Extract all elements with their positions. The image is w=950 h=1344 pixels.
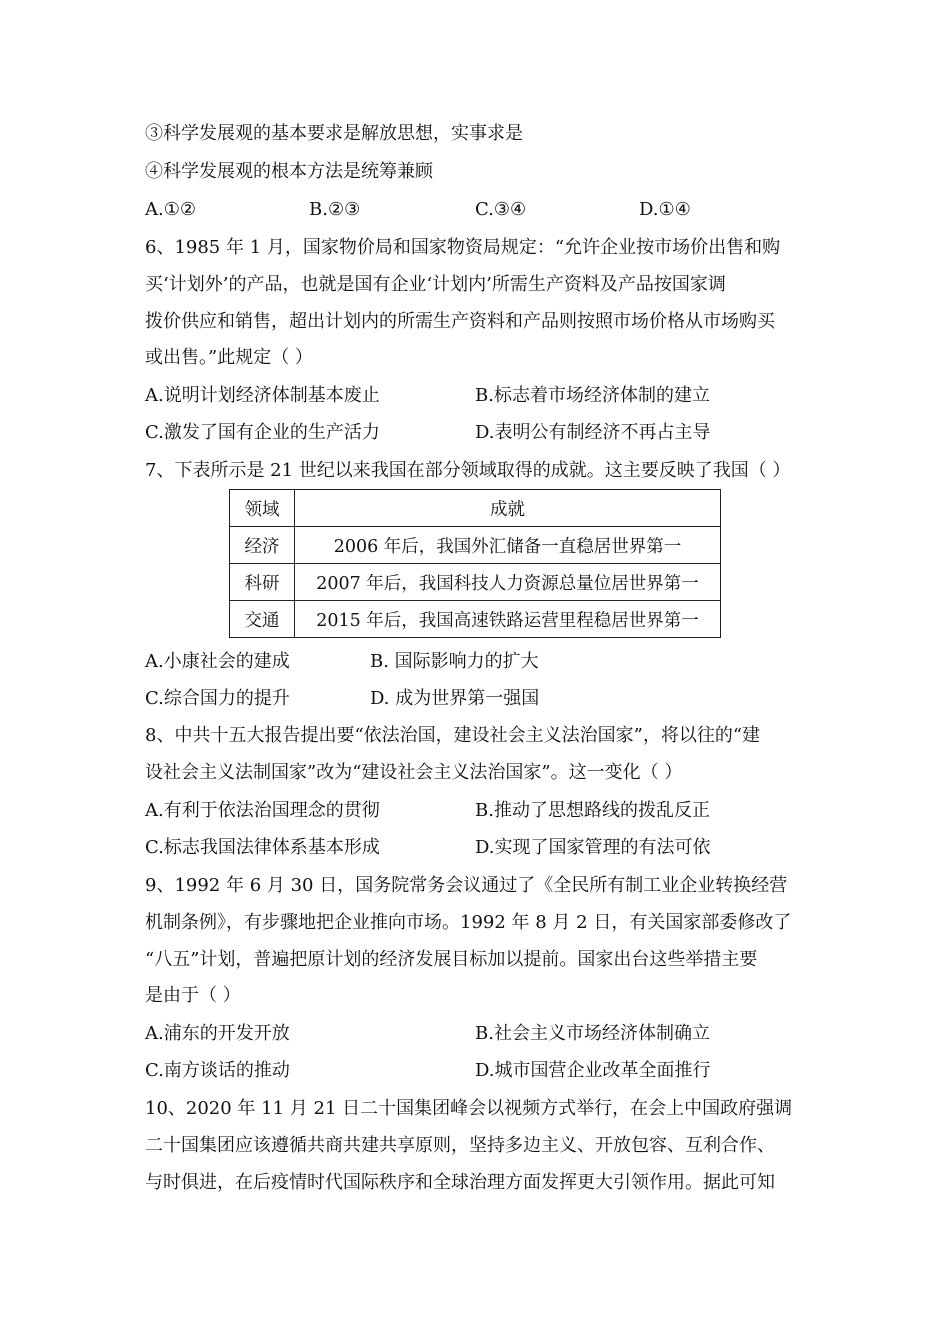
table-cell-field: 经济 [230, 527, 295, 564]
q6-option-b: B.标志着市场经济体制的建立 [475, 385, 710, 406]
q9-option-a: A.浦东的开发开放 [145, 1023, 290, 1044]
q8-option-d: D.实现了国家管理的有法可依 [475, 837, 711, 858]
table-row [230, 601, 721, 638]
q6-stem-line-2: 买‘计划外’的产品，也就是国有企业‘计划内’所需生产资料及产品按国家调 [145, 274, 726, 295]
q6-stem-line-1: 6、1985 年 1 月，国家物价局和国家物资局规定：“允许企业按市场价出售和购 [145, 237, 781, 258]
table-cell-field: 科研 [230, 564, 295, 601]
q5-option-c: C.③④ [475, 199, 527, 220]
q7-option-c: C.综合国力的提升 [145, 688, 290, 709]
table-cell-achievement: 2007 年后，我国科技人力资源总量位居世界第一 [295, 564, 721, 601]
q6-stem-line-3: 拨价供应和销售，超出计划内的所需生产资料和产品则按照市场价格从市场购买 [145, 311, 775, 332]
q9-stem-line-1: 9、1992 年 6 月 30 日，国务院常务会议通过了《全民所有制工业企业转换经营 [145, 875, 788, 896]
q10-stem-line-3: 与时俱进，在后疫情时代国际秩序和全球治理方面发挥更大引领作用。据此可知 [145, 1172, 775, 1193]
table-header-row [230, 490, 721, 527]
q7-option-a: A.小康社会的建成 [145, 651, 290, 672]
q8-option-c: C.标志我国法律体系基本形成 [145, 837, 380, 858]
achievements-table [229, 489, 721, 638]
q6-option-d: D.表明公有制经济不再占主导 [475, 422, 711, 443]
q10-stem-line-2: 二十国集团应该遵循共商共建共享原则，坚持多边主义、开放包容、互利合作、 [145, 1135, 775, 1156]
table-cell-achievement: 2006 年后，我国外汇储备一直稳居世界第一 [295, 527, 721, 564]
table-row [230, 564, 721, 601]
q8-option-b: B.推动了思想路线的拨乱反正 [475, 800, 710, 821]
q6-option-a: A.说明计划经济体制基本废止 [145, 385, 380, 406]
q9-stem-line-2: 机制条例》，有步骤地把企业推向市场。1992 年 8 月 2 日，有关国家部委修改了 [145, 912, 792, 933]
q5-statement-4: ④科学发展观的根本方法是统筹兼顾 [145, 161, 433, 182]
q9-option-d: D.城市国营企业改革全面推行 [475, 1060, 711, 1081]
table-cell-achievement: 2015 年后，我国高速铁路运营里程稳居世界第一 [295, 601, 721, 638]
q5-option-a: A.①② [145, 199, 196, 220]
q5-option-b: B.②③ [309, 199, 361, 220]
q8-option-a: A.有利于依法治国理念的贯彻 [145, 800, 380, 821]
q9-stem-line-4: 是由于（ ） [145, 985, 241, 1006]
q5-statement-3: ③科学发展观的基本要求是解放思想，实事求是 [145, 123, 523, 144]
q8-stem-line-1: 8、中共十五大报告提出要“依法治国，建设社会主义法治国家”，将以往的“建 [145, 725, 761, 746]
q8-stem-line-2: 设社会主义法制国家”改为“建设社会主义法治国家”。这一变化（ ） [145, 762, 683, 783]
table-cell-field: 交通 [230, 601, 295, 638]
table-header-achievement: 成就 [295, 490, 721, 527]
q7-stem: 7、下表所示是 21 世纪以来我国在部分领域取得的成就。这主要反映了我国（ ） [145, 460, 791, 481]
q6-option-c: C.激发了国有企业的生产活力 [145, 422, 380, 443]
q7-option-b: B. 国际影响力的扩大 [370, 651, 539, 672]
q6-stem-line-4: 或出售。”此规定（ ） [145, 347, 313, 368]
q10-stem-line-1: 10、2020 年 11 月 21 日二十国集团峰会以视频方式举行，在会上中国政府强调 [145, 1098, 793, 1119]
table-row [230, 527, 721, 564]
table-header-field: 领域 [230, 490, 295, 527]
q9-option-c: C.南方谈话的推动 [145, 1060, 290, 1081]
q5-option-d: D.①④ [639, 199, 691, 220]
q9-option-b: B.社会主义市场经济体制确立 [475, 1023, 710, 1044]
q7-option-d: D. 成为世界第一强国 [370, 688, 540, 709]
q9-stem-line-3: “八五”计划，普遍把原计划的经济发展目标加以提前。国家出台这些举措主要 [145, 949, 758, 970]
